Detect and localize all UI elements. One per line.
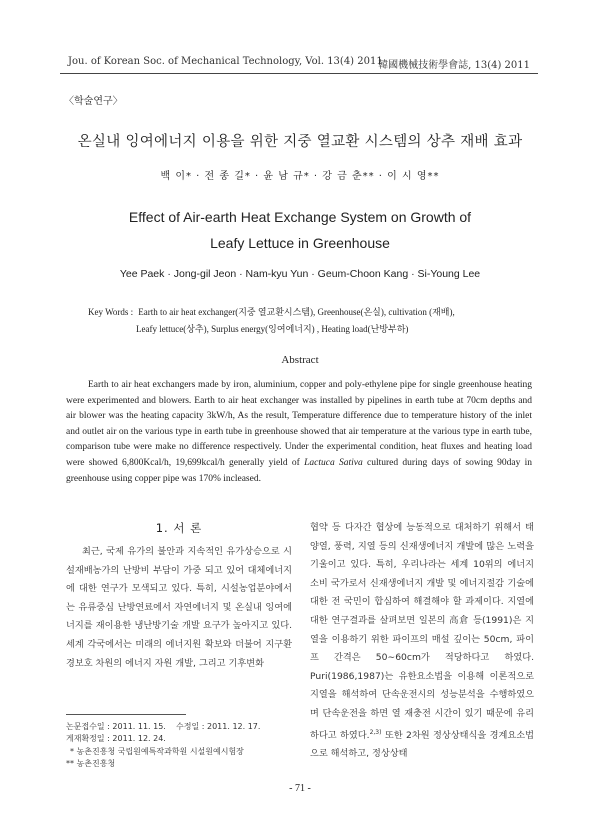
- english-title-line2: Leafy Lettuce in Greenhouse: [210, 235, 390, 251]
- keywords-line2: Leafy lettuce(상추), Surplus energy(잉여에너지) , Heating load(난방부하): [136, 324, 409, 334]
- journal-header-right: 韓國機械技術學會誌, 13(4) 2011: [378, 60, 530, 71]
- english-authors: Yee Paek · Jong-gil Jeon · Nam-kyu Yun · Geum-Choon Kang · Si-Young Lee: [119, 268, 481, 280]
- accepted-date: 게재확정일 : 2011. 12. 24.: [66, 734, 166, 744]
- header-divider: [60, 73, 538, 74]
- abstract-text-after: cultured during days of sowing 90day in greenhouse using copper pipe was 170% incleased.: [66, 457, 532, 484]
- english-title-line1: Effect of Air-earth Heat Exchange System on Growth of: [128, 209, 472, 225]
- korean-authors: 백 이* · 전 종 길* · 윤 남 규* · 강 금 춘** · 이 시 영**: [160, 171, 440, 182]
- footnotes: [66, 721, 260, 771]
- page-number: - 71 -: [289, 783, 311, 794]
- citation-ref: 2,3): [369, 728, 382, 736]
- revised-date: 수정일 : 2011. 12. 17.: [176, 722, 261, 731]
- affiliation-2: ** 농촌진흥청: [66, 759, 116, 769]
- korean-title: 온실내 잉여에너지 이용을 위한 지중 열교환 시스템의 상추 재배 효과: [77, 134, 523, 150]
- article-category: 〈학술연구〉: [64, 96, 123, 107]
- abstract-italic-species: Lactuca Sativa: [304, 457, 363, 468]
- footnote-divider: [66, 714, 186, 715]
- keywords-label: Key Words :: [88, 307, 134, 317]
- intro-right-column: [310, 519, 534, 764]
- intro-right-text-2: 또한 2차원 정상상태식을 경계요소법으로 해석하고, 정상상태: [310, 729, 535, 760]
- abstract-text-before: Earth to air heat exchangers made by iron, aluminium, copper and poly-ethylene pipe for single greenhouse heating were experimented and blowers. Earth to air heat exchanger was installed by pipelines in earth tube at 70cm depths and air blower was the heating capacity 3kW/h, As the result, Temperature difference due to temperature history of the inlet and outlet air on the various type in earth tube in greenhouse showed that air temperature at the various type in earth tube, comparison tube were make no difference respectively. Under the experimental condition, heat fluxes and heating load were showed 6,800Kcal/h, 19,699kcal/h generally yield of: [66, 380, 532, 468]
- journal-header-left: Jou. of Korean Soc. of Mechanical Technology, Vol. 13(4) 2011: [68, 56, 383, 67]
- english-title: [0, 204, 600, 256]
- keywords-line1: Earth to air heat exchanger(지중 열교환시스템), Greenhouse(온실), cultivation (재배),: [138, 307, 455, 317]
- received-date: 논문접수일 : 2011. 11. 15.: [66, 722, 166, 731]
- abstract-body: [66, 378, 532, 487]
- keywords: [88, 304, 548, 338]
- section-title-introduction: 1. 서 론: [155, 521, 203, 535]
- affiliation-1: * 농촌진흥청 국립원예특작과학원 시설원예시험장: [70, 746, 244, 756]
- intro-right-text-1: 협약 등 다자간 협상에 능동적으로 대처하기 위해서 태양열, 풍력, 지열 등의 신재생에너지 개발에 많은 노력을 기울이고 있다. 특히, 우리나라는 세계 10위의 에너지 소비 국가로서 신재생에너지 개발 및 에너지절감 기술에 대한 전 국민이 합심하여 해결해야 할 과제이다. 지열에 대한 연구결과를 살펴보면 일본의 高倉 등(1991)은 지열을 이용하기 위한 파이프의 매설 깊이는 50cm, 파이프 간격은 50∼60cm가 적당하다고 하였다. Puri(1986,1987)는 유한요소법을 이용해 이론적으로 지열을 해석하여 단속운전시의 성능분석을 수행하였으며 단속운전을 하면 열 재충전 시간이 있기 때문에 유리하다고 하였다.: [310, 522, 534, 741]
- intro-left-column: 최근, 국제 유가의 불안과 지속적인 유가상승으로 시설재배농가의 난방비 부담이 가중 되고 있어 대체에너지에 대한 연구가 모색되고 있다. 특히, 시설농업분야에서는 유류중심 난방연료에서 자연에너지 및 온실내 잉여에너지를 재이용한 냉난방기술 개발 요구가 높아지고 있다. 세계 각국에서는 미래의 에너지원 확보와 더불어 지구환경보호 차원의 에너지 자원 개발, 그리고 기후변화: [66, 546, 292, 669]
- abstract-title: Abstract: [281, 354, 319, 366]
